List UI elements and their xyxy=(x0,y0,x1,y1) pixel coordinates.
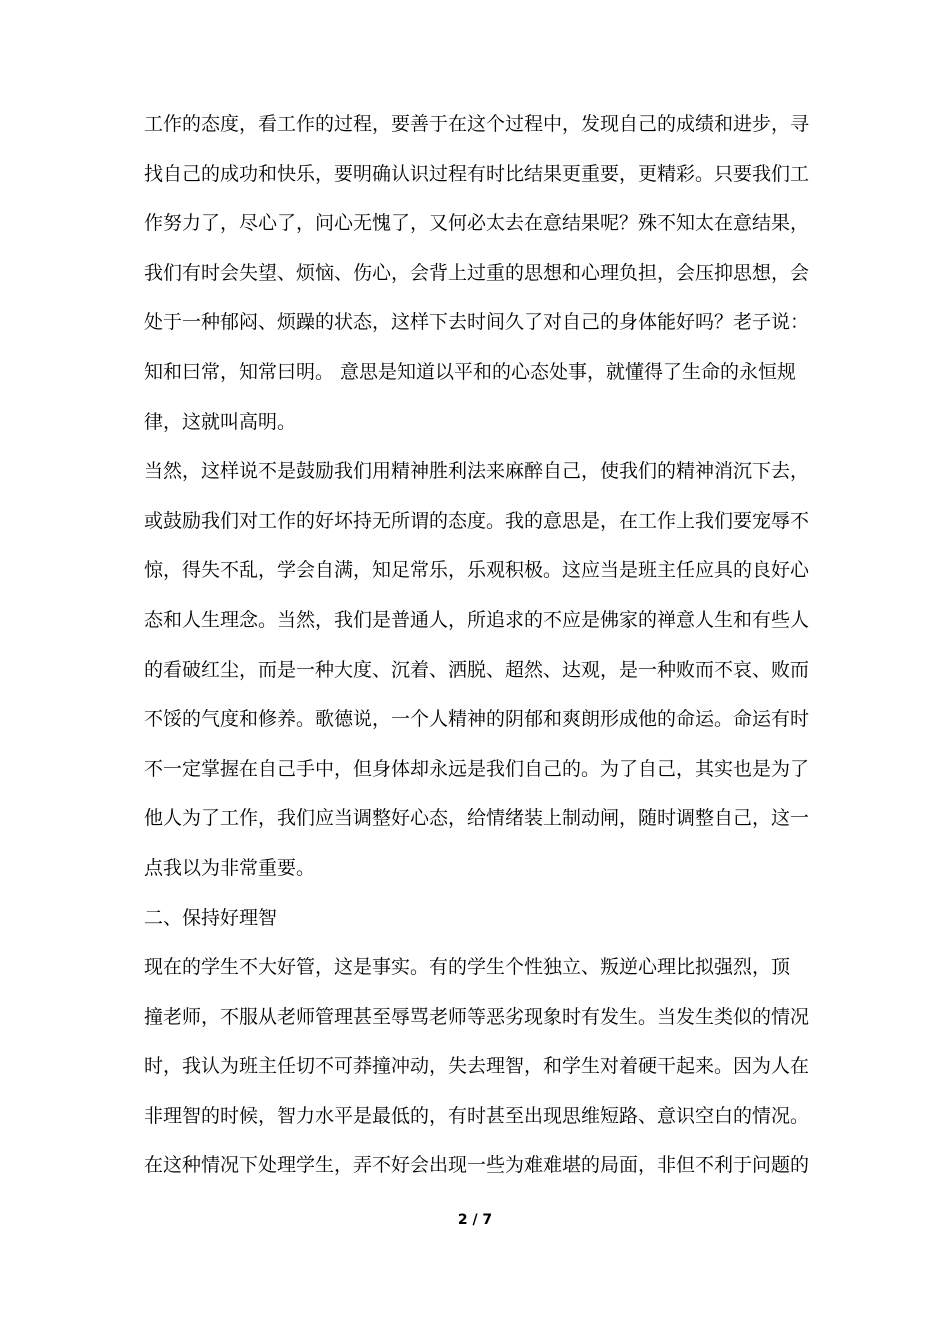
text-line: 非理智的时候，智力水平是最低的，有时甚至出现思维短路、意识空白的情况。 xyxy=(144,1104,810,1127)
text-line: 或鼓励我们对工作的好坏持无所谓的态度。我的意思是，在工作上我们要宠辱不 xyxy=(144,509,810,532)
text-line: 时，我认为班主任切不可莽撞冲动，失去理智，和学生对着硬干起来。因为人在 xyxy=(144,1055,810,1078)
text-line: 点我以为非常重要。 xyxy=(144,856,316,879)
text-line: 工作的态度，看工作的过程，要善于在这个过程中，发现自己的成绩和进步，寻 xyxy=(144,113,810,135)
text-line: 撞老师，不服从老师管理甚至辱骂老师等恶劣现象时有发生。当发生类似的情况 xyxy=(144,1005,810,1028)
text-line: 不一定掌握在自己手中，但身体却永远是我们自己的。为了自己，其实也是为了 xyxy=(144,757,810,780)
text-line: 律，这就叫高明。 xyxy=(144,410,297,433)
text-line: 现在的学生不大好管，这是事实。有的学生个性独立、叛逆心理比拟强烈，顶 xyxy=(144,956,791,979)
text-line: 态和人生理念。当然，我们是普通人，所追求的不应是佛家的禅意人生和有些人 xyxy=(144,608,810,631)
text-line: 他人为了工作，我们应当调整好心态，给情绪装上制动闸，随时调整自己，这一 xyxy=(144,807,810,830)
text-line: 的看破红尘，而是一种大度、沉着、洒脱、超然、达观，是一种败而不哀、败而 xyxy=(144,658,810,681)
text-line: 二、保持好理智 xyxy=(144,906,278,929)
text-line: 惊，得失不乱，学会自满，知足常乐，乐观积极。这应当是班主任应具的良好心 xyxy=(144,559,810,582)
text-line: 当然，这样说不是鼓励我们用精神胜利法来麻醉自己，使我们的精神消沉下去， xyxy=(144,460,810,483)
text-line: 处于一种郁闷、烦躁的状态，这样下去时间久了对自己的身体能好吗？老子说： xyxy=(144,311,810,334)
text-line: 知和曰常，知常曰明。 意思是知道以平和的心态处事，就懂得了生命的永恒规 xyxy=(144,360,797,383)
text-line: 我们有时会失望、烦恼、伤心，会背上过重的思想和心理负担，会压抑思想，会 xyxy=(144,261,810,284)
page-number: 2 / 7 xyxy=(457,1212,493,1228)
document-body xyxy=(144,105,816,1196)
text-line: 不馁的气度和修养。歌德说，一个人精神的阴郁和爽朗形成他的命运。命运有时 xyxy=(144,708,810,731)
text-line: 在这种情况下处理学生，弄不好会出现一些为难难堪的局面，非但不利于问题的 xyxy=(144,1154,810,1177)
text-line: 找自己的成功和快乐，要明确认识过程有时比结果更重要，更精彩。只要我们工 xyxy=(144,162,810,185)
text-line: 作努力了，尽心了，问心无愧了，又何必太去在意结果呢？殊不知太在意结果， xyxy=(144,212,810,235)
